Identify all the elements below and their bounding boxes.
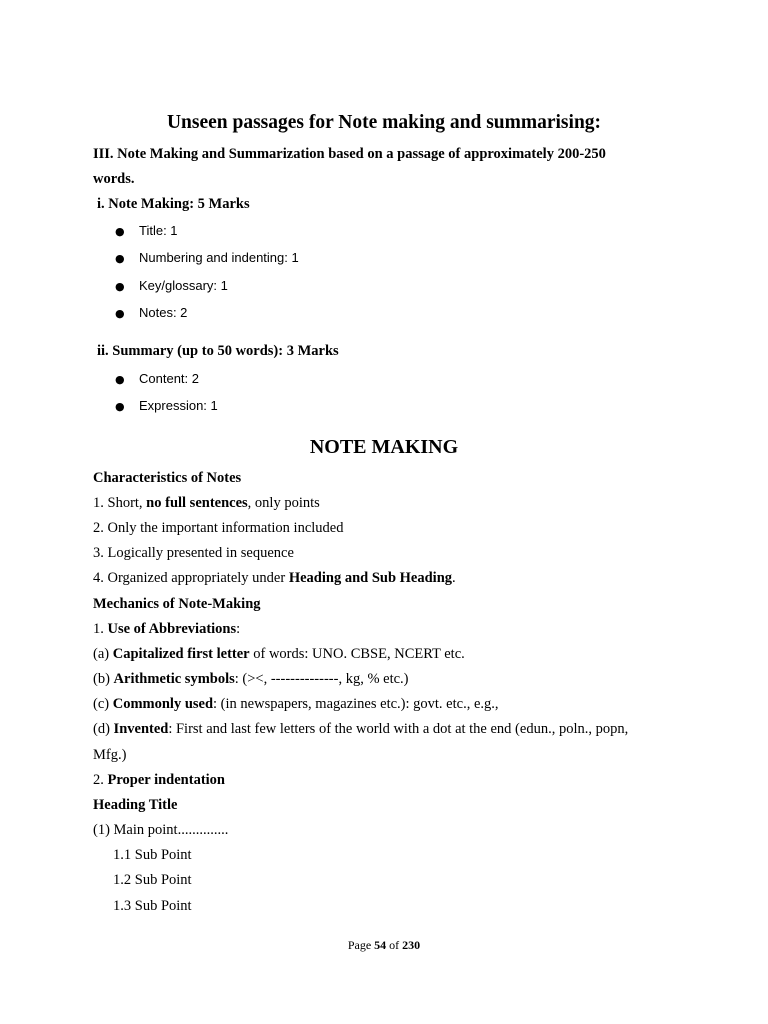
section-3-line-1: III. Note Making and Summarization based on a passage of approximately 200-250 xyxy=(93,146,606,162)
bullet-icon: ● xyxy=(115,307,125,320)
page-number-footer: Page 54 of 230 xyxy=(347,938,421,952)
summary-heading: ii. Summary (up to 50 words): 3 Marks xyxy=(97,343,339,359)
mechanics-item: (a) Capitalized first letter of words: UNO. CBSE, NCERT etc. xyxy=(93,646,465,662)
mechanics-item: 2. Proper indentation xyxy=(93,772,225,788)
sub-point: 1.1 Sub Point xyxy=(113,847,192,863)
bullet-icon: ● xyxy=(115,225,125,238)
mechanics-item: (d) Invented: First and last few letters of the world with a dot at the end (edun., poln., popn, xyxy=(93,721,629,737)
sub-point: 1.2 Sub Point xyxy=(113,872,192,888)
page-title: Unseen passages for Note making and summarising: xyxy=(166,112,602,133)
characteristic-item: 2. Only the important information included xyxy=(93,520,344,536)
bullet-item: ● Title: 1 xyxy=(115,223,178,238)
characteristic-item: 3. Logically presented in sequence xyxy=(93,545,294,561)
bullet-item: ● Expression: 1 xyxy=(115,398,218,413)
mechanics-item-continued: Mfg.) xyxy=(93,747,127,763)
bullet-item: ● Content: 2 xyxy=(115,371,199,386)
main-point: (1) Main point.............. xyxy=(93,822,229,838)
sub-point: 1.3 Sub Point xyxy=(113,898,192,914)
bullet-icon: ● xyxy=(115,400,125,413)
mechanics-item: (b) Arithmetic symbols: (><, --------------, kg, % etc.) xyxy=(93,671,409,687)
bullet-icon: ● xyxy=(115,280,125,293)
characteristic-item: 4. Organized appropriately under Heading and Sub Heading. xyxy=(93,570,456,586)
note-making-heading: i. Note Making: 5 Marks xyxy=(97,196,250,212)
heading-title: Heading Title xyxy=(93,797,178,813)
section-3-line-2: words. xyxy=(93,171,135,187)
bullet-item: ● Numbering and indenting: 1 xyxy=(115,250,299,265)
mechanics-heading: Mechanics of Note-Making xyxy=(93,596,261,612)
bullet-icon: ● xyxy=(115,252,125,265)
bullet-icon: ● xyxy=(115,373,125,386)
mechanics-item: 1. Use of Abbreviations: xyxy=(93,621,241,637)
characteristic-item: 1. Short, no full sentences, only points xyxy=(93,495,320,511)
note-making-title: NOTE MAKING xyxy=(309,436,459,458)
bullet-item: ● Key/glossary: 1 xyxy=(115,278,228,293)
characteristics-heading: Characteristics of Notes xyxy=(93,470,242,486)
mechanics-item: (c) Commonly used: (in newspapers, magazines etc.): govt. etc., e.g., xyxy=(93,696,499,712)
bullet-item: ● Notes: 2 xyxy=(115,305,188,320)
